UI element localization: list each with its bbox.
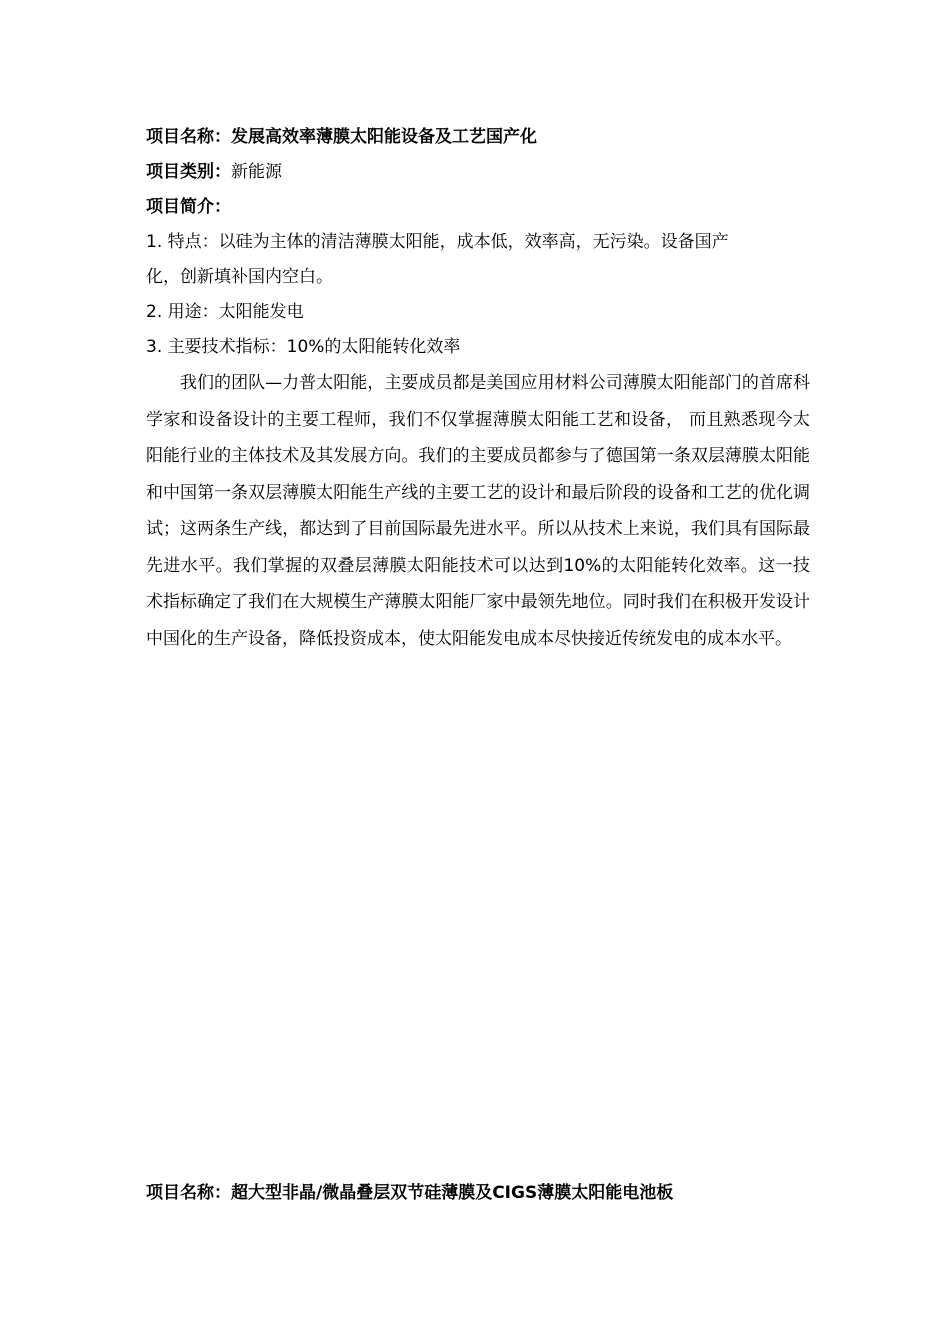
project-2-name-label: 项目名称：	[146, 1183, 231, 1203]
project-intro-row	[146, 190, 810, 225]
intro-item-2: 2. 用途：太阳能发电	[146, 302, 304, 322]
project-name-value: 发展高效率薄膜太阳能设备及工艺国产化	[231, 127, 537, 147]
project-name-row	[146, 120, 810, 155]
intro-item-1-line-1: 1. 特点：以硅为主体的清洁薄膜太阳能，成本低，效率高，无污染。设备国产	[146, 232, 729, 252]
project-category-label: 项目类别：	[146, 162, 231, 182]
project-section-2	[146, 1176, 810, 1211]
project-2-name-row	[146, 1176, 810, 1211]
intro-item-1-line-2: 化，创新填补国内空白。	[146, 267, 333, 287]
project-name-label: 项目名称：	[146, 127, 231, 147]
project-2-name-value: 超大型非晶/微晶叠层双节硅薄膜及CIGS薄膜太阳能电池板	[231, 1183, 674, 1203]
team-description-paragraph: 我们的团队—力普太阳能，主要成员都是美国应用材料公司薄膜太阳能部门的首席科学家和设备设计的主要工程师，我们不仅掌握薄膜太阳能工艺和设备， 而且熟悉现今太阳能行业的主体技术及其发展方向。我们的主要成员都参与了德国第一条双层薄膜太阳能和中国第一条双层薄膜太阳能生产线的主要工艺的设计和最后阶段的设备和工艺的优化调试；这两条生产线，都达到了目前国际最先进水平。所以从技术上来说，我们具有国际最先进水平。我们掌握的双叠层薄膜太阳能技术可以达到10%的太阳能转化效率。这一技术指标确定了我们在大规模生产薄膜太阳能厂家中最领先地位。同时我们在积极开发设计中国化的生产设备，降低投资成本，使太阳能发电成本尽快接近传统发电的成本水平。	[146, 373, 810, 649]
project-category-row	[146, 155, 810, 190]
project-category-value: 新能源	[231, 162, 282, 182]
project-intro-label: 项目简介：	[146, 197, 231, 217]
intro-item-3: 3. 主要技术指标：10%的太阳能转化效率	[146, 337, 461, 357]
project-section-1	[146, 120, 810, 657]
